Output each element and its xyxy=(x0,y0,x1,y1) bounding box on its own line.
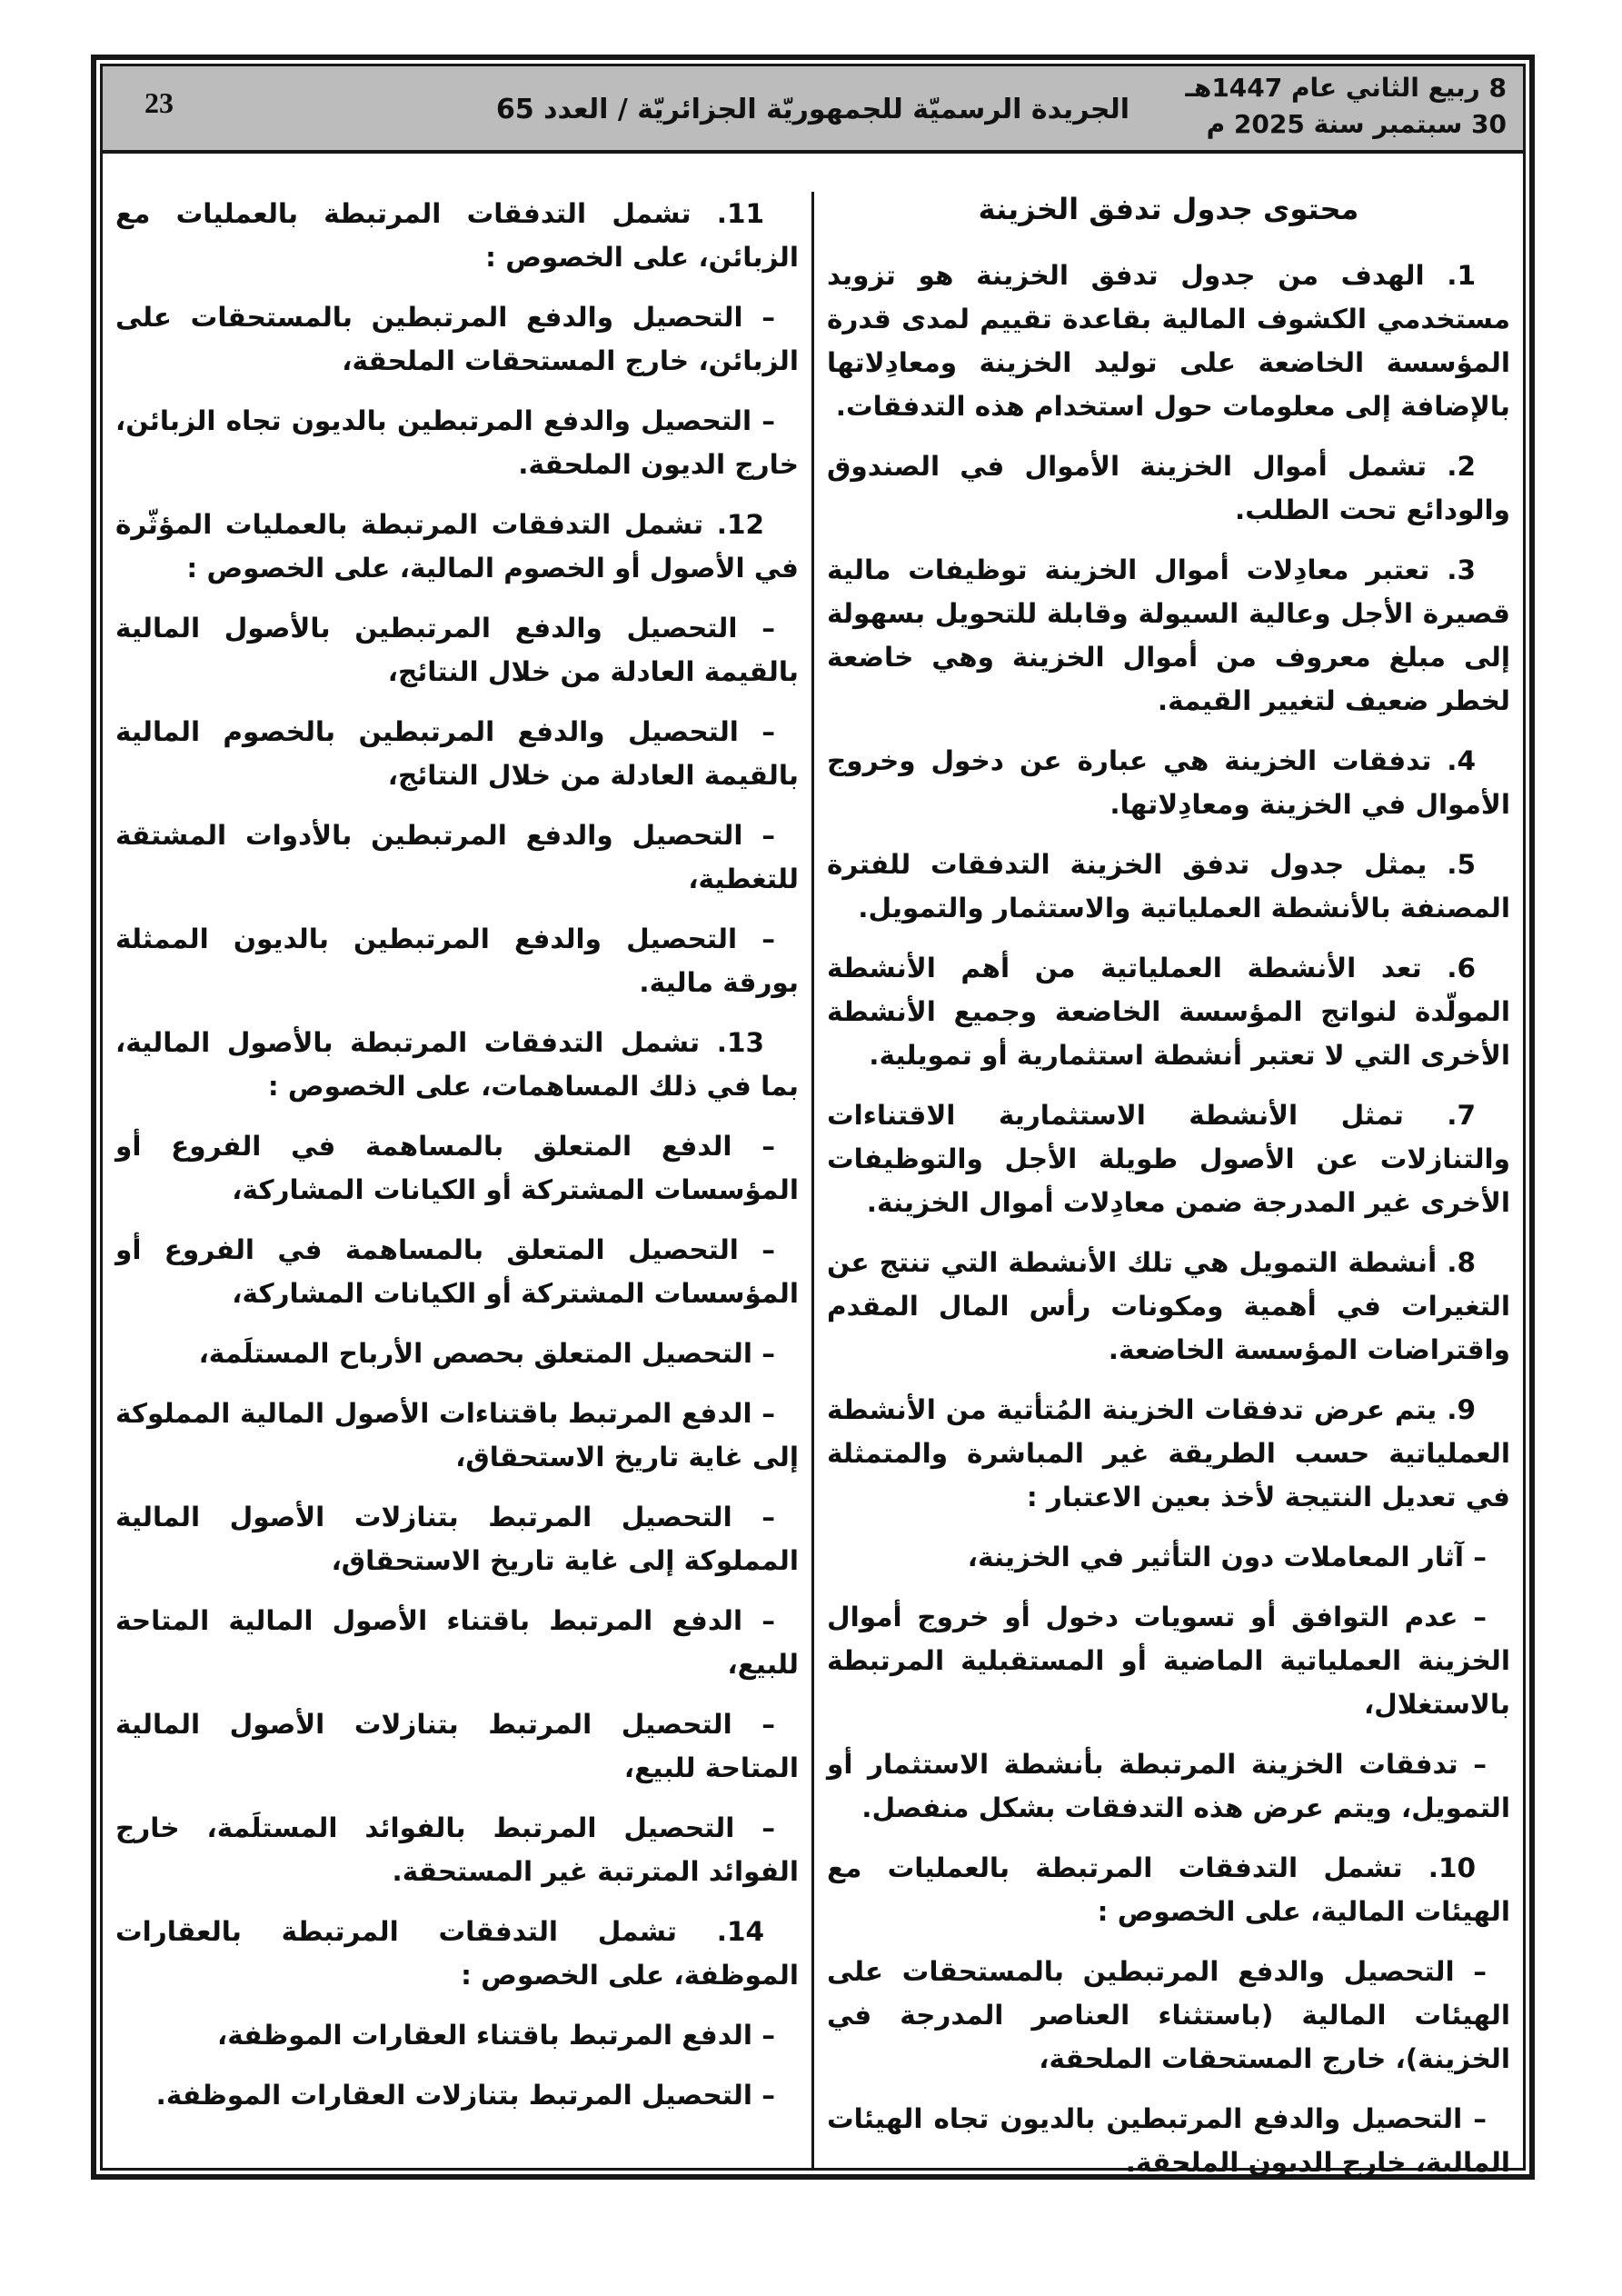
page-number: 23 xyxy=(144,86,174,119)
bullet-item: – التحصيل المتعلق بالمساهمة في الفروع أو المؤسسات المشتركة أو الكيانات المشاركة، xyxy=(115,1234,799,1309)
left-column-paragraphs xyxy=(115,192,799,2117)
bullet-item: – التحصيل والدفع المرتبطين بالأدوات المشتقة للتغطية، xyxy=(115,820,799,894)
numbered-paragraph: 7. تمثل الأنشطة الاستثمارية الاقتناءات والتنازلات عن الأصول طويلة الأجل والتوظيفات الأخرى غير المدرجة ضمن معادِلات أموال الخزينة. xyxy=(827,1100,1510,1218)
bullet-item: – التحصيل والدفع المرتبطين بالخصوم المالية بالقيمة العادلة من خلال النتائج، xyxy=(115,716,799,791)
numbered-paragraph: 13. تشمل التدفقات المرتبطة بالأصول المالية، بما في ذلك المساهمات، على الخصوص : xyxy=(115,1027,799,1102)
bullet-item: – الدفع المرتبط باقتناءات الأصول المالية المملوكة إلى غاية تاريخ الاستحقاق، xyxy=(115,1398,799,1472)
column-divider xyxy=(811,192,814,2168)
numbered-paragraph: 2. تشمل أموال الخزينة الأموال في الصندوق والودائع تحت الطلب. xyxy=(827,451,1510,525)
bullet-item: – التحصيل المرتبط بتنازلات الأصول المالية المملوكة إلى غاية تاريخ الاستحقاق، xyxy=(115,1502,799,1576)
bullet-item: – تدفقات الخزينة المرتبطة بأنشطة الاستثمار أو التمويل، ويتم عرض هذه التدفقات بشكل منفصل. xyxy=(827,1749,1510,1823)
bullet-item: – الدفع المرتبط باقتناء العقارات الموظفة، xyxy=(217,2020,775,2051)
numbered-paragraph: 9. يتم عرض تدفقات الخزينة المُتأتية من الأنشطة العملياتية حسب الطريقة غير المباشرة والمتمثلة في تعديل النتيجة لأخذ بعين الاعتبار : xyxy=(827,1394,1510,1512)
header-band xyxy=(103,66,1523,154)
column-left xyxy=(103,154,811,2168)
numbered-paragraph: 10. تشمل التدفقات المرتبطة بالعمليات مع الهيئات المالية، على الخصوص : xyxy=(827,1852,1510,1927)
right-column-paragraphs xyxy=(827,254,1510,2184)
gregorian-date: 30 سبتمبر سنة 2025 م xyxy=(1206,109,1507,139)
numbered-paragraph: 12. تشمل التدفقات المرتبطة بالعمليات المؤثّرة في الأصول أو الخصوم المالية، على الخصوص : xyxy=(115,509,799,584)
numbered-paragraph: 6. تعد الأنشطة العملياتية من أهم الأنشطة المولّدة لنواتج المؤسسة الخاضعة وجميع الأنشطة الأخرى التي لا تعتبر أنشطة استثمارية أو تمويلية. xyxy=(827,953,1510,1071)
gazette-title: الجريدة الرسميّة للجمهوريّة الجزائريّة / العدد 65 xyxy=(495,94,1130,125)
numbered-paragraph: 11. تشمل التدفقات المرتبطة بالعمليات مع الزبائن، على الخصوص : xyxy=(115,198,799,273)
bullet-item: – التحصيل المرتبط بالفوائد المستلَمة، خارج الفوائد المترتبة غير المستحقة. xyxy=(115,1812,799,1887)
column-right xyxy=(814,154,1523,2178)
numbered-paragraph: 3. تعتبر معادِلات أموال الخزينة توظيفات مالية قصيرة الأجل وعالية السيولة وقابلة للتحويل بسهولة إلى مبلغ معروف من أموال الخزينة وهي خاضعة لخطر ضعيف لتغيير القيمة. xyxy=(827,554,1510,716)
bullet-item: – التحصيل المتعلق بحصص الأرباح المستلَمة، xyxy=(198,1338,775,1369)
page-frame xyxy=(91,55,1535,2180)
numbered-paragraph: 4. تدفقات الخزينة هي عبارة عن دخول وخروج الأموال في الخزينة ومعادِلاتها. xyxy=(827,745,1510,820)
bullet-item: – التحصيل المرتبط بتنازلات العقارات الموظفة. xyxy=(155,2080,775,2111)
bullet-item: – آثار المعاملات دون التأثير في الخزينة، xyxy=(967,1542,1487,1572)
bullet-item: – التحصيل والدفع المرتبطين بالأصول المالية بالقيمة العادلة من خلال النتائج، xyxy=(115,613,799,687)
section-heading: محتوى جدول تدفق الخزينة xyxy=(978,192,1359,226)
numbered-paragraph: 8. أنشطة التمويل هي تلك الأنشطة التي تنتج عن التغيرات في أهمية ومكونات رأس المال المقدم واقتراضات المؤسسة الخاضعة. xyxy=(827,1247,1510,1365)
bullet-item: – الدفع المرتبط باقتناء الأصول المالية المتاحة للبيع، xyxy=(115,1605,799,1680)
bullet-item: – التحصيل والدفع المرتبطين بالديون الممثلة بورقة مالية. xyxy=(115,923,799,998)
bullet-item: – عدم التوافق أو تسويات دخول أو خروج أموال الخزينة العملياتية الماضية أو المستقبلية المرتبطة بالاستغلال، xyxy=(827,1602,1510,1720)
bullet-item: – التحصيل المرتبط بتنازلات الأصول المالية المتاحة للبيع، xyxy=(115,1709,799,1783)
bullet-item: – التحصيل والدفع المرتبطين بالمستحقات على الزبائن، خارج المستحقات الملحقة، xyxy=(115,302,799,376)
date-block xyxy=(1185,70,1507,143)
bullet-item: – الدفع المتعلق بالمساهمة في الفروع أو المؤسسات المشتركة أو الكيانات المشاركة، xyxy=(115,1131,799,1205)
bullet-item: – التحصيل والدفع المرتبطين بالديون تجاه الهيئات المالية، خارج الديون الملحقة. xyxy=(827,2103,1510,2178)
hijri-date: 8 ربيع الثاني عام 1447هـ xyxy=(1185,73,1507,103)
numbered-paragraph: 1. الهدف من جدول تدفق الخزينة هو تزويد مستخدمي الكشوف المالية بقاعدة تقييم لمدى قدرة المؤسسة الخاضعة على توليد الخزينة ومعادِلاتها بالإضافة إلى معلومات حول استخدام هذه التدفقات. xyxy=(827,260,1510,422)
numbered-paragraph: 14. تشمل التدفقات المرتبطة بالعقارات الموظفة، على الخصوص : xyxy=(115,1916,799,1991)
numbered-paragraph: 5. يمثل جدول تدفق الخزينة التدفقات للفترة المصنفة بالأنشطة العملياتية والاستثمار والتمويل. xyxy=(827,849,1510,923)
bullet-item: – التحصيل والدفع المرتبطين بالمستحقات على الهيئات المالية (باستثناء العناصر المدرجة في الخزينة)، خارج المستحقات الملحقة، xyxy=(827,1956,1510,2074)
content-area xyxy=(103,154,1523,2178)
bullet-item: – التحصيل والدفع المرتبطين بالديون تجاه الزبائن، خارج الديون الملحقة. xyxy=(115,405,799,480)
inner-frame xyxy=(100,64,1526,2178)
